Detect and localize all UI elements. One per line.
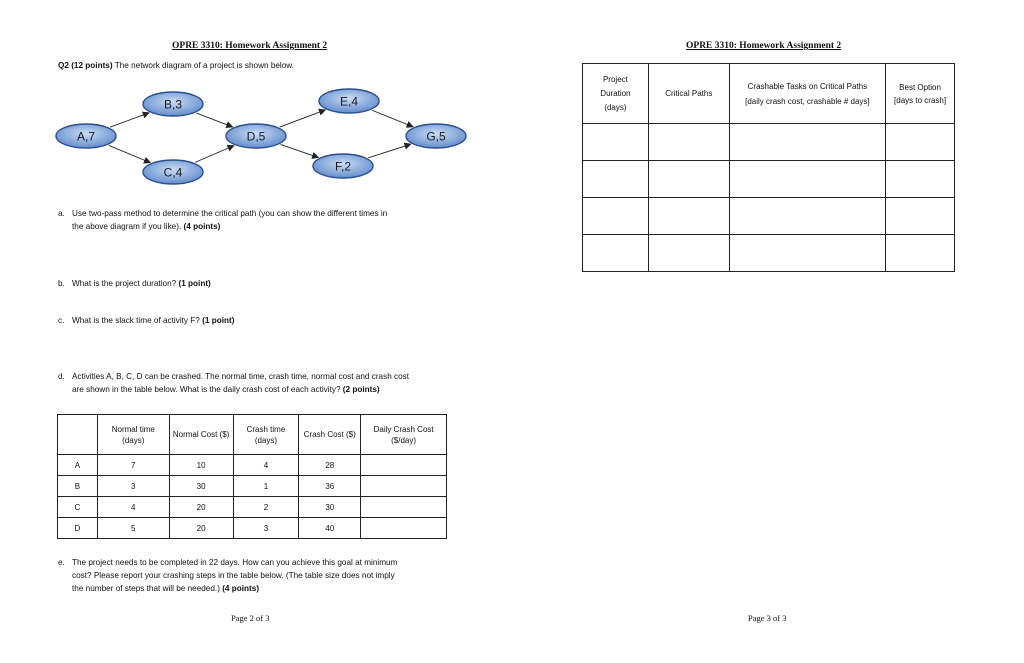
part-c-text: What is the slack time of activity F?	[72, 316, 200, 325]
steps-table-header: Best Option [days to crash]	[886, 64, 955, 124]
best-option-cell[interactable]	[886, 161, 955, 198]
critical-paths-cell[interactable]	[648, 235, 729, 272]
table-row	[583, 198, 955, 235]
part-b-question	[72, 277, 211, 290]
duration-cell[interactable]	[583, 124, 649, 161]
page-2-footer: Page 2 of 3	[231, 613, 270, 623]
node-f	[313, 154, 373, 178]
best-option-cell[interactable]	[886, 235, 955, 272]
crash-cost-cell: 30	[299, 497, 361, 518]
node-g	[406, 124, 466, 148]
normal-cost-cell: 10	[169, 455, 233, 476]
crashable-tasks-cell[interactable]	[729, 235, 886, 272]
steps-table-header: Critical Paths	[648, 64, 729, 124]
node-a	[56, 124, 116, 148]
edge-e-g	[372, 110, 413, 126]
critical-paths-cell[interactable]	[648, 161, 729, 198]
table-row	[583, 161, 955, 198]
node-label: D,5	[246, 129, 266, 144]
page-2-title: OPRE 3310: Homework Assignment 2	[172, 41, 328, 51]
edge-b-d	[196, 113, 232, 127]
crash-time-cell: 1	[233, 476, 299, 497]
part-b-text: What is the project duration?	[72, 279, 177, 288]
part-b-points: (1 point)	[178, 279, 211, 288]
normal-cost-cell: 20	[169, 497, 233, 518]
crash-table-header: Daily Crash Cost ($/day)	[361, 415, 447, 455]
q2-text: The network diagram of a project is shown below.	[114, 61, 295, 70]
crashable-tasks-cell[interactable]	[729, 161, 886, 198]
normal-time-cell: 5	[97, 518, 169, 539]
crashable-tasks-cell[interactable]	[729, 124, 886, 161]
part-d-marker: d.	[58, 372, 65, 381]
page-3	[512, 0, 1024, 663]
node-e	[319, 89, 379, 113]
crashable-tasks-cell[interactable]	[729, 198, 886, 235]
normal-cost-cell: 20	[169, 518, 233, 539]
part-e-line3-text: the number of steps that will be needed.)	[72, 584, 220, 593]
part-a-line2	[72, 220, 220, 233]
best-option-cell[interactable]	[886, 124, 955, 161]
part-e-points: (4 points)	[222, 584, 260, 593]
edge-a-b	[110, 113, 149, 127]
node-c	[143, 160, 203, 184]
crashing-steps-table	[582, 63, 955, 272]
part-c-points: (1 point)	[202, 316, 235, 325]
table-row	[58, 497, 447, 518]
activity-cell: C	[58, 497, 98, 518]
part-e-marker: e.	[58, 558, 65, 567]
crash-cost-cell: 28	[299, 455, 361, 476]
crash-table-header: Normal Cost ($)	[169, 415, 233, 455]
part-a-points: (4 points)	[183, 222, 221, 231]
part-c-marker: c.	[58, 316, 65, 325]
node-label: G,5	[426, 129, 446, 144]
node-label: C,4	[163, 165, 183, 180]
daily-crash-cost-cell[interactable]	[361, 497, 447, 518]
part-d-line2	[72, 383, 380, 396]
part-a-marker: a.	[58, 209, 65, 218]
network-diagram	[0, 0, 512, 200]
table-row	[58, 476, 447, 497]
part-c-question	[72, 314, 234, 327]
part-a-line1: Use two-pass method to determine the critical path (you can show the different times in	[72, 209, 388, 218]
edge-f-g	[368, 144, 410, 158]
table-row	[58, 455, 447, 476]
steps-table-header-row	[583, 64, 955, 124]
node-d	[226, 124, 286, 148]
node-label: A,7	[76, 129, 96, 144]
part-e-line2: cost? Please report your crashing steps in the table below. (The table size does not imply	[72, 571, 395, 580]
crash-table-header: Crash time (days)	[233, 415, 299, 455]
normal-time-cell: 4	[97, 497, 169, 518]
node-label: B,3	[163, 97, 183, 112]
part-e-line1: The project needs to be completed in 22 days. How can you achieve this goal at minimum	[72, 558, 398, 567]
duration-cell[interactable]	[583, 161, 649, 198]
normal-time-cell: 7	[97, 455, 169, 476]
crash-time-cell: 3	[233, 518, 299, 539]
steps-table-header: Crashable Tasks on Critical Paths [daily crash cost, crashable # days]	[729, 64, 886, 124]
page-3-footer: Page 3 of 3	[748, 613, 787, 623]
activity-cell: D	[58, 518, 98, 539]
part-e-line3	[72, 582, 259, 595]
node-label: E,4	[339, 94, 359, 109]
edge-d-e	[280, 110, 326, 127]
daily-crash-cost-cell[interactable]	[361, 455, 447, 476]
best-option-cell[interactable]	[886, 198, 955, 235]
daily-crash-cost-cell[interactable]	[361, 518, 447, 539]
daily-crash-cost-cell[interactable]	[361, 476, 447, 497]
crash-table-header: Crash Cost ($)	[299, 415, 361, 455]
crash-table-header	[58, 415, 98, 455]
steps-table-header: Project Duration (days)	[583, 64, 649, 124]
node-b	[143, 92, 203, 116]
crash-table-header: Normal time (days)	[97, 415, 169, 455]
part-d-line2-text: are shown in the table below. What is the daily crash cost of each activity?	[72, 385, 341, 394]
duration-cell[interactable]	[583, 235, 649, 272]
crash-time-cell: 4	[233, 455, 299, 476]
duration-cell[interactable]	[583, 198, 649, 235]
edge-c-d	[195, 146, 234, 163]
part-b-marker: b.	[58, 279, 65, 288]
part-a-line2-text: the above diagram if you like).	[72, 222, 182, 231]
part-d-line1: Activities A, B, C, D can be crashed. The normal time, crash time, normal cost and crash cost	[72, 372, 410, 381]
crash-cost-table	[57, 414, 447, 539]
activity-cell: A	[58, 455, 98, 476]
crash-table-header-row	[58, 415, 447, 455]
q2-label: Q2 (12 points)	[58, 61, 113, 70]
page-3-title: OPRE 3310: Homework Assignment 2	[686, 41, 842, 51]
node-label: F,2	[334, 159, 352, 174]
activity-cell: B	[58, 476, 98, 497]
normal-time-cell: 3	[97, 476, 169, 497]
part-d-points: (2 points)	[342, 385, 380, 394]
table-row	[583, 124, 955, 161]
critical-paths-cell[interactable]	[648, 198, 729, 235]
table-row	[58, 518, 447, 539]
crash-cost-cell: 40	[299, 518, 361, 539]
edge-d-f	[281, 144, 319, 157]
crash-cost-cell: 36	[299, 476, 361, 497]
crash-time-cell: 2	[233, 497, 299, 518]
critical-paths-cell[interactable]	[648, 124, 729, 161]
table-row	[583, 235, 955, 272]
normal-cost-cell: 30	[169, 476, 233, 497]
edge-a-c	[109, 145, 151, 162]
